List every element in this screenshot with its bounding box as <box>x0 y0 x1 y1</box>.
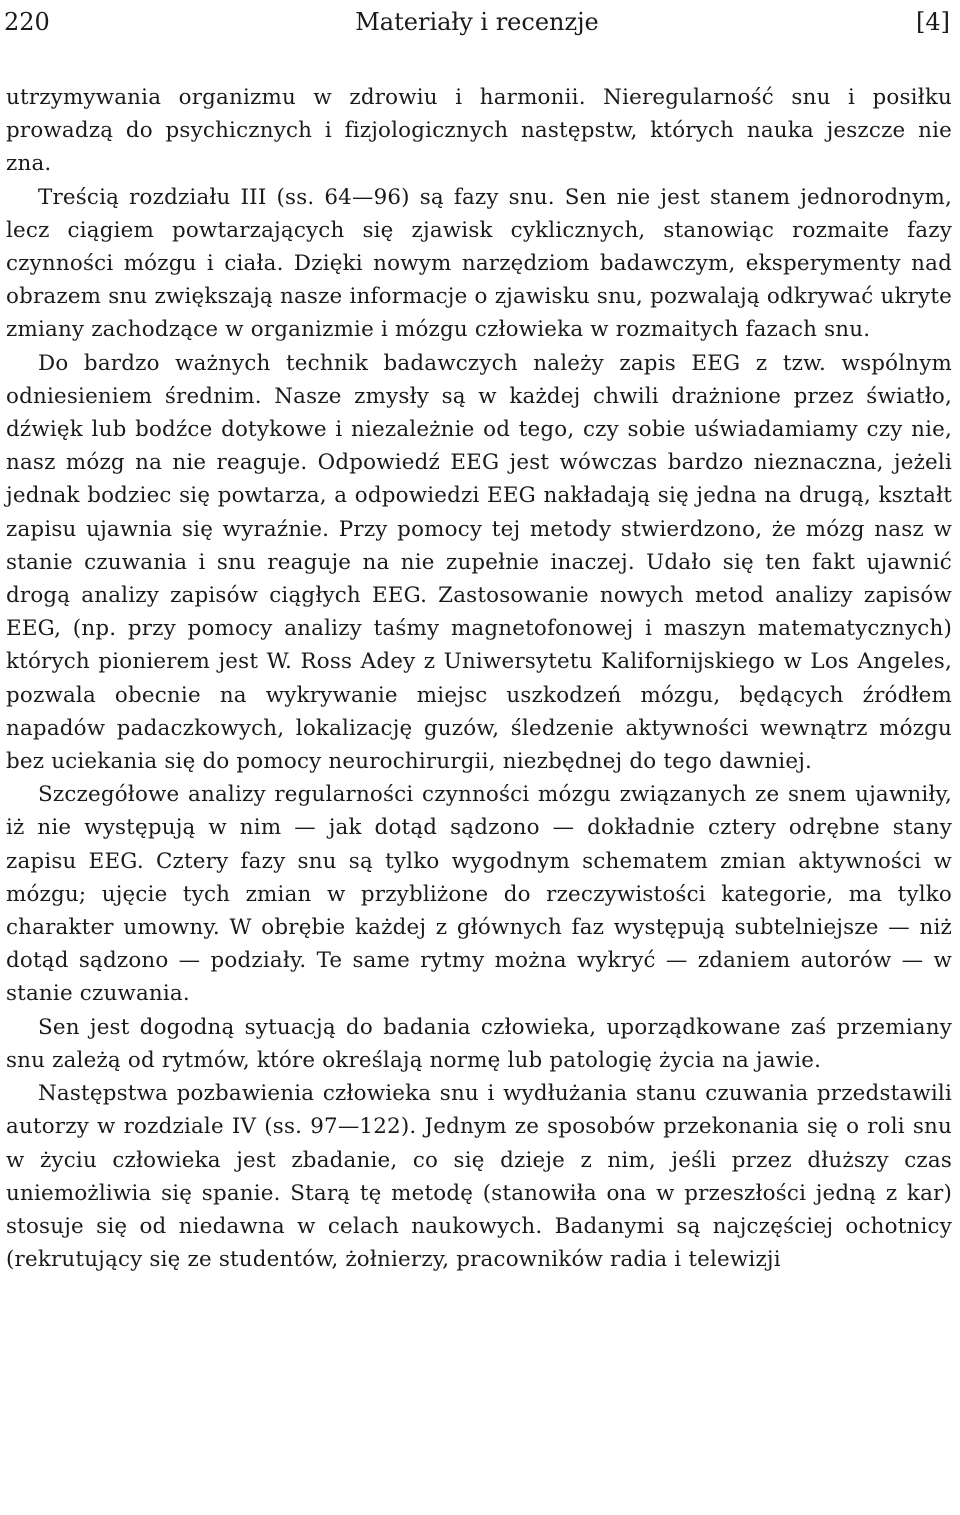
paragraph: Następstwa pozbawienia człowieka snu i wydłużania stanu czuwania przedstawili autorzy w rozdziale IV (ss. 97—122). Jednym ze sposobów przekonania się o roli snu w życiu człowieka jest zbadanie, co się dzieje z nim, jeśli przez dłuższy czas uniemożliwia się spanie. Starą tę metodę (stanowiła ona w przeszłości jedną z kar) stosuje się od niedawna w celach naukowych. Badanymi są najczęściej ochotnicy (rekrutujący się ze studentów, żołnierzy, pracowników radia i telewizji <box>6 1081 952 1273</box>
paragraph: Sen jest dogodną sytuacją do badania człowieka, uporządkowane zaś przemiany snu zależą od rytmów, które określają normę lub patologię życia na jawie. <box>6 1014 952 1073</box>
paragraph: Treścią rozdziału III (ss. 64—96) są fazy snu. Sen nie jest stanem jednorodnym, lecz ciągiem powtarzających się zjawisk cyklicznych, stanowiąc rozmaite fazy czynności mózgu i ciała. Dzięki nowym narzędziom badawczym, eksperymenty nad obrazem snu zwiększają nasze informacje o zjawisku snu, pozwalają odkrywać ukryte zmiany zachodzące w organizmie i mózgu człowieka w rozmaitych fazach snu. <box>6 184 952 343</box>
page-number: 220 <box>4 8 50 36</box>
paragraph: Szczegółowe analizy regularności czynności mózgu związanych ze snem ujawniły, iż nie występują w nim — jak dotąd sądzono — dokładnie cztery odrębne stany zapisu EEG. Cztery fazy snu są tylko wygodnym schematem zmian aktywności w mózgu; ujęcie tych zmian w przybliżone do rzeczywistości kategorie, ma tylko charakter umowny. W obrębie każdej z głównych faz występują subtelniejsze — niż dotąd sądzono — podziały. Te same rytmy można wykryć — zdaniem autorów — w stanie czuwania. <box>6 782 952 1007</box>
running-title: Materiały i recenzje <box>355 8 599 36</box>
body-text <box>6 81 952 1276</box>
section-number: [4] <box>916 8 950 36</box>
page-header <box>4 6 950 38</box>
paragraph-continued: utrzymywania organizmu w zdrowiu i harmonii. Nieregularność snu i posiłku prowadzą do psychicznych i fizjologicznych następstw, których nauka jeszcze nie zna. <box>6 85 952 177</box>
paragraph: Do bardzo ważnych technik badawczych należy zapis EEG z tzw. wspólnym odniesieniem średnim. Nasze zmysły są w każdej chwili drażnione przez światło, dźwięk lub bodźce dotykowe i niezależnie od tego, czy sobie uświadamiamy czy nie, nasz mózg na nie reaguje. Odpowiedź EEG jest wówczas bardzo nieznaczna, jeżeli jednak bodziec się powtarza, a odpowiedzi EEG nakładają się jedna na drugą, kształt zapisu ujawnia się wyraźnie. Przy pomocy tej metody stwierdzono, że mózg nasz w stanie czuwania i snu reaguje na nie zupełnie inaczej. Udało się ten fakt ujawnić drogą analizy zapisów ciągłych EEG. Zastosowanie nowych metod analizy zapisów EEG, (np. przy pomocy analizy taśmy magnetofonowej i maszyn matematycznych) których pionierem jest W. Ross Adey z Uniwersytetu Kalifornijskiego w Los Angeles, pozwala obecnie na wykrywanie miejsc uszkodzeń mózgu, będących źródłem napadów padaczkowych, lokalizację guzów, śledzenie aktywności wewnątrz mózgu bez uciekania się do pomocy neurochirurgii, niezbędnej do tego dawniej. <box>6 350 952 775</box>
